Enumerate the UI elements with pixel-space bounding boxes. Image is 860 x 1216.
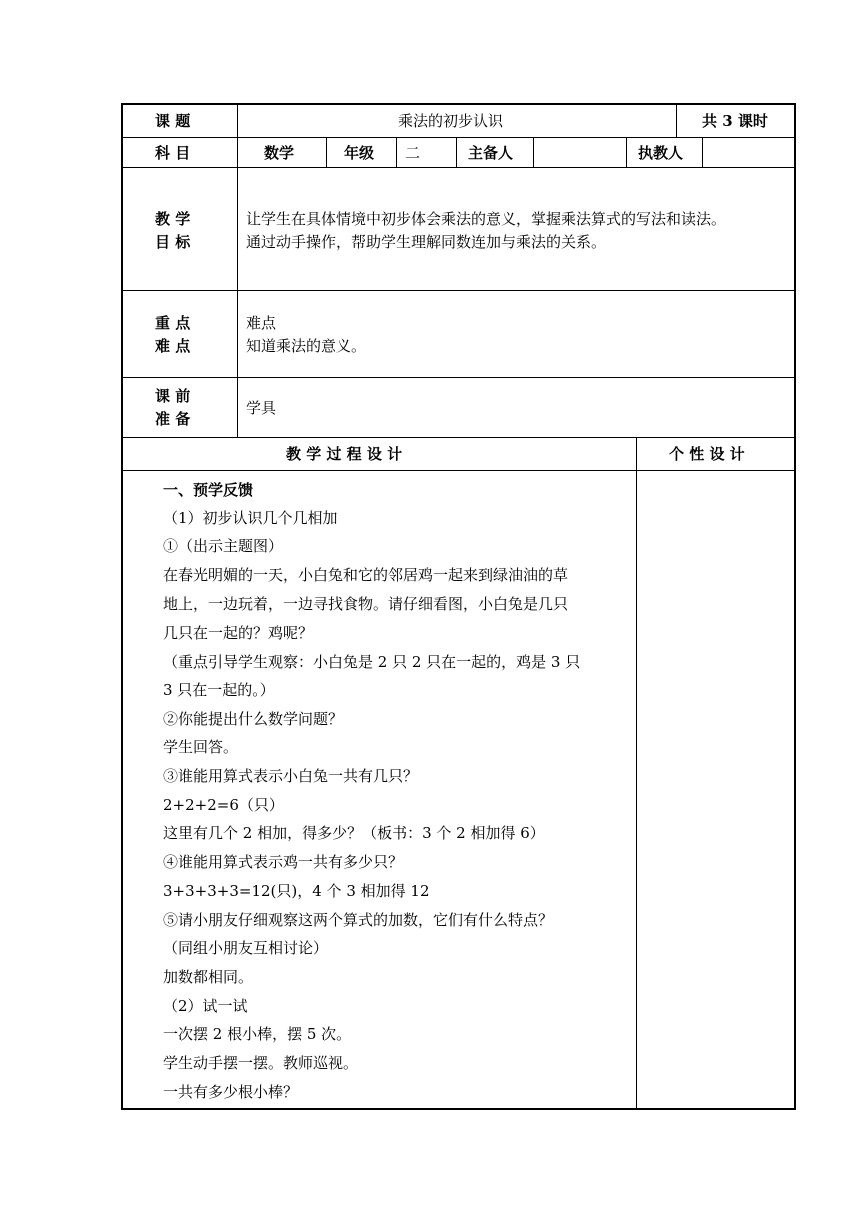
process-line: 学生回答。 [163,738,239,756]
personal-design-header: 个 性 设 计 [669,445,745,463]
row-divider [121,290,796,291]
keypoint-line: 知道乘法的意义。 [246,337,367,355]
grade-value: 二 [405,144,421,162]
process-line: （1）初步认识几个几相加 [163,509,338,527]
col-divider [626,137,627,167]
process-line: 一、预学反馈 [163,481,254,499]
keypoints-label-2: 难 点 [155,337,191,355]
table-border-bottom [121,1108,796,1110]
process-line: 一共有多少根小棒？ [163,1083,299,1101]
table-border-top [121,103,796,105]
process-line: 学生动手摆一摆。教师巡视。 [163,1054,359,1072]
topic-value: 乘法的初步认识 [398,112,504,130]
col-divider [396,137,397,167]
process-line: （2）试一试 [163,997,248,1015]
process-line: ①（出示主题图） [163,537,284,555]
keypoints-label-1: 重 点 [155,314,191,332]
objective-line: 通过动手操作，帮助学生理解同数连加与乘法的关系。 [246,233,607,251]
objectives-label-2: 目 标 [155,233,191,251]
row-divider [121,377,796,378]
table-border-right [794,103,796,1110]
row-divider [121,137,796,138]
process-line: 2+2+2=6（只） [163,796,284,814]
process-line: 加数都相同。 [163,968,254,986]
col-divider [636,437,637,1110]
process-header: 教 学 过 程 设 计 [286,445,403,463]
process-line: （重点引导学生观察：小白兔是 2 只 2 只在一起的，鸡是 3 只 [163,653,581,671]
teacher-label: 执教人 [638,144,684,162]
objective-line: 让学生在具体情境中初步体会乘法的意义，掌握乘法算式的写法和读法。 [246,210,727,228]
col-divider [326,137,327,167]
prep-label-2: 准 备 [155,410,191,428]
process-line: 一次摆 2 根小棒，摆 5 次。 [163,1025,352,1043]
prep-value: 学具 [246,399,277,417]
row-divider [121,437,796,438]
process-line: ⑤请小朋友仔细观察这两个算式的加数，它们有什么特点？ [163,911,554,929]
process-line: （同组小朋友互相讨论） [163,939,329,957]
process-line: ④谁能用算式表示鸡一共有多少只？ [163,853,404,871]
col-divider [533,137,534,167]
process-line: 这里有几个 2 相加，得多少？（板书：3 个 2 相加得 6） [163,824,545,842]
periods-count: 共 3 课时 [702,112,768,130]
col-divider [237,103,238,437]
prep-label-1: 课 前 [155,387,191,405]
subject-label: 科 目 [155,144,191,162]
process-line: 3+3+3+3=12(只)，4 个 3 相加得 12 [163,882,430,900]
process-line: 3 只在一起的。） [163,681,275,699]
process-line: 地上，一边玩着，一边寻找食物。请仔细看图，小白兔是几只 [163,595,569,613]
preparer-label: 主备人 [468,144,514,162]
table-border-left [121,103,123,1110]
row-divider [121,167,796,168]
row-divider [121,470,796,471]
topic-label: 课 题 [155,112,191,130]
process-line: ②你能提出什么数学问题？ [163,710,344,728]
grade-label: 年级 [344,144,375,162]
keypoint-line: 难点 [246,314,277,332]
col-divider [456,137,457,167]
process-line: 几只在一起的？鸡呢？ [163,624,314,642]
objectives-label-1: 教 学 [155,210,191,228]
process-line: 在春光明媚的一天，小白兔和它的邻居鸡一起来到绿油油的草 [163,566,569,584]
process-line: ③谁能用算式表示小白兔一共有几只？ [163,767,419,785]
col-divider [676,103,677,137]
col-divider [702,137,703,167]
subject-value: 数学 [264,144,295,162]
